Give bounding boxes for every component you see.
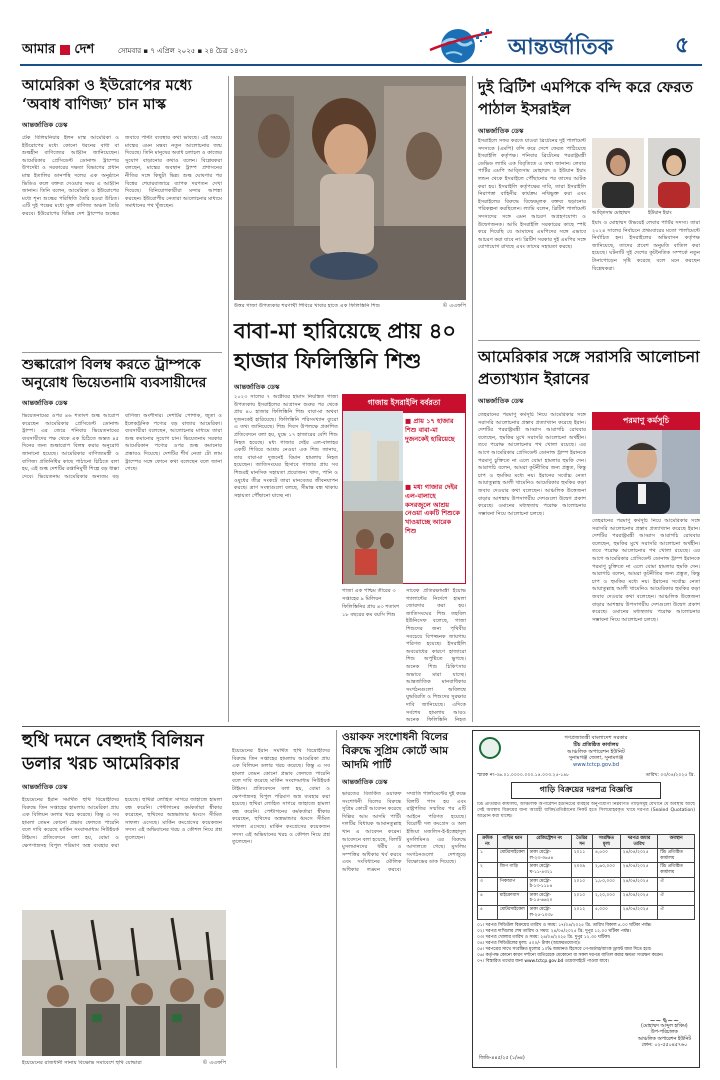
main-headline: বাবা-মা হারিয়েছে প্রায় ৪০ হাজার ফিলিস্তিনি শিশু — [234, 318, 457, 373]
table-cell: ২৪/০৪/২০২৫ — [620, 877, 658, 891]
notice-org-1: গণপ্রজাতন্ত্রী বাংলাদেশ সরকার — [564, 735, 628, 741]
article-waqf-byline: আন্তর্জাতিক ডেস্ক — [342, 778, 388, 786]
table-cell: ঢাকা মেট্রো-ঘ-১১-৪৩২১ — [527, 863, 571, 877]
table-cell: টিচ প্রতিষ্ঠিত কার্যালয় — [658, 849, 695, 863]
gaza-box-photo — [343, 411, 403, 584]
article-iran — [478, 346, 700, 722]
table-cell: ঐ — [658, 905, 695, 919]
table-cell: ৪ — [478, 891, 498, 905]
brand-right: দেশ — [74, 42, 95, 57]
mp-photo-left — [592, 138, 644, 208]
article-vietnam-byline: আন্তর্জাতিক ডেস্ক — [22, 399, 68, 407]
notice-term: ০৭। বিস্তারিত তথ্যের জন্য www.tctcp.gov.bd ওয়েবসাইটে পাওয়া যাবে। — [477, 959, 610, 965]
divider — [22, 352, 222, 353]
main-byline: আন্তর্জাতিক ডেস্ক — [234, 383, 280, 391]
table-cell: ঢাকা মেট্রো-ঠ-১৩-১১৮৪ — [527, 877, 571, 891]
gaza-box — [342, 394, 466, 584]
section-title: আন্তর্জাতিক — [508, 35, 614, 60]
table-cell: ঢাকা মেট্রো-চ-১৫-৬৬২০ — [527, 891, 571, 905]
notice-title: গাড়ি বিক্রয়ের দরপত্র বিজ্ঞপ্তি — [511, 782, 661, 799]
signature: ~~✎~~ — [649, 1016, 680, 1025]
article-uk-body-2: ইয়াং ও মোহাম্মদ উভয়েই লেবার পার্টির সদস্য। তারা ২০২৪ সালের নির্বাচনে প্রথমবারের মতো পার্লামেন্টে নির্বাচিত হন। ইসরাইলের অভিবাসন কর্তৃপক্ষ জানিয়েছে, তাদের প্রবেশ অনুমতি বাতিল করা হয়েছে। ঘটনাটি দুই দেশের কূটনৈতিক সম্পর্কে নতুন টানাপোড়েন সৃষ্টি করেছে বলে মনে করছেন বিশ্লেষকরা। — [592, 220, 700, 272]
column-rule — [336, 730, 337, 1068]
table-cell: ৫,০০০ — [593, 905, 621, 919]
notice-ref: স্মারক নং-৩৬.০১.০০০০.০০০.১৪.০০৩.২৫-১৪৮ — [477, 772, 570, 778]
table-cell: ঐ — [658, 877, 695, 891]
mp-photo-right — [648, 138, 700, 208]
table-cell: ২০১০ — [571, 891, 592, 905]
article-houthi-byline: আন্তর্জাতিক ডেস্ক — [22, 783, 68, 791]
notice-table-header-cell: অবস্থান — [658, 834, 695, 848]
gaza-box-item-2: ■ মধ্য গাজার দেইর এল-বালাহে কসরজুলে আশ্রয় নেওয়া একটি শিশুকে খাওয়াচ্ছে আরেক শিশু — [405, 483, 460, 535]
table-row — [478, 905, 695, 919]
article-vietnam-body: ভিয়েতনামের ওপর ৪৬ শতাংশ শুল্ক আরোপ করেছেন আমেরিকার প্রেসিডেন্ট ডোনাল্ড ট্রাম্প। এর জেরে শনিবার ভিয়েতনামের ব্যবসায়ীদের পক্ষ থেকে এক চিঠিতে অন্তত ৪৫ দিনের জন্য শুল্কারোপ বিলম্ব করার অনুরোধ জানানো হয়েছে। আমেরিকার বাণিজ্যমন্ত্রী ও বাণিজ্য প্রতিনিধির কাছে পাঠানো চিঠিতে বলা হয়, এই শুল্ক দেশটির রপ্তানিমুখী শিল্পে বড় ধাক্কা দেবে। ভিয়েতনাম আমেরিকার অন্যতম বড় বাণিজ্য অংশীদার। দেশটির পোশাক, জুতা ও ইলেকট্রনিক পণ্যের বড় বাজার আমেরিকা। ব্যবসায়ীরা বলেছেন, আলোচনার মাধ্যমে তারা শুল্ক কমানোর সুযোগ চান। ভিয়েতনাম সরকার আমেরিকান পণ্যের ওপর শুল্ক কমানোর প্রস্তাবও দিয়েছে। দেশটির শীর্ষ নেতা টো লাম ট্রাম্পের সঙ্গে ফোনে কথা বলেছেন বলে জানা গেছে। — [22, 413, 222, 480]
table-cell: ২,২০,০০০ — [593, 891, 621, 905]
article-uk-body: ইসরাইলে সফর করতে যাওয়া ব্রিটেনের দুই পার্লামেন্ট সদস্যকে (এমপি) বন্দি করে দেশে ফেরত পাঠিয়েছে ইসরাইলি কর্তৃপক্ষ। শনিবার ব্রিটেনের পররাষ্ট্রমন্ত্রী ডেভিড ল্যামি এক বিবৃতিতে এ তথ্য জানান। লেবার পার্টির এমপি আব্তিসাম মোহাম্মদ ও ইউয়ান ইয়াং লন্ডন থেকে ইসরাইলে পৌঁছানোর পর তাদের আটক করা হয়। ইসরাইলি কর্তৃপক্ষের দাবি, তারা ইসরাইলি নিরাপত্তা বাহিনীর কার্যক্রম নথিভুক্ত করা এবং ইসরাইলের বিরুদ্ধে বিদ্বেষমূলক বক্তব্য ছড়ানোর পরিকল্পনা করছিলেন। ল্যামি বলেন, ব্রিটিশ পার্লামেন্ট সদস্যদের সঙ্গে এমন আচরণ অগ্রহণযোগ্য ও উদ্বেগজনক। আমি ইসরাইলি সরকারের কাছে স্পষ্ট করে দিয়েছি যে আমাদের এমপিদের সঙ্গে এভাবে আচরণ করা যাবে না। ব্রিটিশ সরকার দুই এমপির সঙ্গে যোগাযোগ রাখছে এবং তাদের সহায়তা করছে। — [478, 138, 586, 251]
table-cell: ২৪/০৪/২০২৫ — [620, 891, 658, 905]
gaza-box-item-1: ■ প্রায় ১৭ হাজার শিশু বাবা-মা দুজনকেই হারিয়েছে — [405, 417, 455, 443]
notice-table-header-cell: সংরক্ষিত মূল্য — [593, 834, 621, 848]
article-waqf-body: ভারতের বিতর্কিত ওয়াকফ সংশোধনী বিলের বিরুদ্ধে সুপ্রিম কোর্টে আবেদন করেছে দিল্লির আম আদমি পার্টি। দলটির বিধায়ক আমানতুল্লাহ খান এ আবেদন করেন। আবেদনে বলা হয়েছে, বিলটি মুসলমানদের ধর্মীয় ও সম্পত্তির অধিকার খর্ব করবে এবং সংবিধানের মৌলিক অধিকার লঙ্ঘন করবে। সম্প্রতি পার্লামেন্টের দুই কক্ষে বিলটি পাস হয় এবং রাষ্ট্রপতির সম্মতির পর এটি আইনে পরিণত হয়েছে। বিরোধী দল কংগ্রেস ও অল ইন্ডিয়া মজলিস-ই-ইত্তেহাদুল মুসলিমিনও এর বিরুদ্ধে আদালতে গেছে। মুসলিম সংগঠনগুলো দেশজুড়ে বিক্ষোভের ডাক দিয়েছে। — [342, 791, 466, 873]
article-houthi-body-cont: ইয়েমেনের ইরান সমর্থিত হুথি বিদ্রোহীদের বিরুদ্ধে তিন সপ্তাহের হামলায় আমেরিকা প্রায় এক বিলিয়ন ডলার খরচ করেছে। কিন্তু এ সব হামলা তেমন কোনো প্রভাব ফেলতে পারেনি বলে দাবি করেছে মার্কিন সংবাদমাধ্যম নিউইয়র্ক টাইমস। প্রতিবেদনে বলা হয়, বোমা ও ক্ষেপণাস্ত্রসহ বিপুল পরিমাণ অস্ত্র ব্যবহার করা হয়েছে। হুথিরা লোহিত সাগরে জাহাজে হামলা বন্ধ করেনি। পেন্টাগনের কর্মকর্তারা স্বীকার করেছেন, হুথিদের অস্ত্রভান্ডার ধ্বংসে সীমিত সাফল্য এসেছে। মার্কিন কংগ্রেসের কয়েকজন সদস্য এই অভিযানের খরচ ও কৌশল নিয়ে প্রশ্ন তুলেছেন। — [232, 748, 330, 846]
notice-term: ০৬। কর্তৃপক্ষ কোনো কারণ দর্শানো ব্যতিরেকে যেকোনো বা সকল দরপত্র বাতিল করার ক্ষমতা সংরক্ষণ করেন। — [477, 953, 664, 959]
masthead-rule — [20, 64, 702, 66]
article-uk-mps — [478, 76, 700, 336]
table-cell: ৫ — [478, 905, 498, 919]
table-cell: পিকআপ — [497, 877, 527, 891]
table-cell: ৪,৫০০ — [593, 849, 621, 863]
notice-term: ০৩। দরপত্র খোলার তারিখ ও সময়: ২৪/০৪/২০২৫ খ্রি. দুপুর ১২.৩০ ঘটিকা। — [477, 935, 611, 941]
table-cell: ২৪/০৪/২০২৫ — [620, 905, 658, 919]
table-cell: ২ — [478, 863, 498, 877]
article-musk-body: টেক বিলিয়নিয়ার ইলন মাস্ক আমেরিকা ও ইউরোপের মধ্যে কোনো ধরনের বাধা বা শুল্কহীন বাণিজ্যের আহ্বান জানিয়েছেন। আমেরিকার প্রেসিডেন্ট ডোনাল্ড ট্রাম্পের উপদেষ্টা ও সরকারের দক্ষতা বিভাগের প্রধান মাস্ক ইতালির ডানপন্থি দলের এক অনুষ্ঠানে ভিডিও কলে বক্তব্য দেওয়ার সময় এ আহ্বান জানান। তিনি বলেন, আমেরিকা ও ইউরোপের মধ্যে শূন্য শুল্কের পরিস্থিতি তৈরি হওয়া উচিত। এটি দুই পক্ষের মধ্যে মুক্ত বাণিজ্য অঞ্চল তৈরি করবে। ইউরোপের বিভিন্ন দেশ ট্রাম্পের শুল্কের জবাবে পাল্টা ব্যবস্থার কথা ভাবছে। এই সময়ে মাস্কের এমন মন্তব্য নতুন আলোচনার জন্ম দিয়েছে। তিনি মানুষের অবাধ চলাচল ও কাজের সুযোগ বাড়ানোর কথাও বলেন। বিশ্লেষকরা বলছেন, মাস্কের অবস্থান ট্রাম্প প্রশাসনের নীতির সঙ্গে কিছুটা ভিন্ন। শুল্ক ঘোষণার পর বিশ্বের শেয়ারবাজারে ব্যাপক দরপতন দেখা দিয়েছে। বিনিয়োগকারীরা মন্দার আশঙ্কা করছেন। ইউরোপীয় নেতারা আলোচনার মাধ্যমে সমাধানের পথ খুঁজছেন। — [22, 135, 222, 217]
bullet-icon: ■ — [405, 417, 414, 425]
mp-photo-left-caption: আব্তিসাম মোহাম্মদ — [592, 211, 630, 216]
notice-ref-date: তারিখ: ০৩/০৪/২০২৫ খ্রি. — [645, 772, 695, 778]
notice-term: ০২। দরপত্র দাখিলের শেষ তারিখ ও সময়: ২৪/০৪/২০২৫ খ্রি. দুপুর ১২.০০ ঘটিকা পর্যন্ত। — [477, 929, 631, 935]
table-cell: ২৪/০৪/২০২৫ — [620, 849, 658, 863]
table-cell: ২০০৯ — [571, 863, 592, 877]
table-cell: ২৪/০৪/২০২৫ — [620, 863, 658, 877]
table-cell: মোটরসাইকেল — [497, 849, 527, 863]
notice-table-header-cell: ক্রমিক নং — [478, 834, 498, 848]
article-iran-byline: আন্তর্জাতিক ডেস্ক — [478, 397, 524, 405]
divider — [22, 726, 700, 727]
column-rule — [472, 76, 473, 722]
article-houthi-body: ইয়েমেনের ইরান সমর্থিত হুথি বিদ্রোহীদের বিরুদ্ধে তিন সপ্তাহের হামলায় আমেরিকা প্রায় এক বিলিয়ন ডলার খরচ করেছে। কিন্তু এ সব হামলা তেমন কোনো প্রভাব ফেলতে পারেনি বলে দাবি করেছে মার্কিন সংবাদমাধ্যম নিউইয়র্ক টাইমস। প্রতিবেদনে বলা হয়, বোমা ও ক্ষেপণাস্ত্রসহ বিপুল পরিমাণ অস্ত্র ব্যবহার করা হয়েছে। হুথিরা লোহিত সাগরে জাহাজে হামলা বন্ধ করেনি। পেন্টাগনের কর্মকর্তারা স্বীকার করেছেন, হুথিদের অস্ত্রভান্ডার ধ্বংসে সীমিত সাফল্য এসেছে। মার্কিন কংগ্রেসের কয়েকজন সদস্য এই অভিযানের খরচ ও কৌশল নিয়ে প্রশ্ন তুলেছেন। — [22, 797, 222, 849]
notice-org-4: সুনামগঞ্জ জেলা, সুনামগঞ্জ — [568, 755, 624, 762]
notice-table-header-cell: গাড়ির ধরন — [497, 834, 527, 848]
table-row — [478, 891, 695, 905]
bullet-icon: ■ — [405, 483, 414, 491]
notice-seal-icon — [479, 737, 501, 759]
notice-org-3: আঞ্চলিক অপারেশন ইউনিট — [567, 748, 625, 755]
gaza-box-caption: গাজা এক পশ্চিম তীরের ৩ সপ্তাহের ৯ মিলিয়ন ফিলিস্তিনির প্রায় ৪৩ শতাংশ ১৮ বছরের কম বয়সি শিশু — [342, 588, 400, 618]
table-cell: ঐ — [658, 891, 695, 905]
main-photo-caption: উত্তর গাজা উপত্যকার শরণার্থী শিবিরে খাবার হাতে এক ফিলিস্তিনি শিশু — [234, 303, 381, 309]
article-uk-byline: আন্তর্জাতিক ডেস্ক — [478, 127, 524, 135]
gaza-box-title: গাজায় ইসরাইলি বর্বরতা — [343, 395, 465, 413]
article-musk — [22, 76, 222, 348]
notice-website[interactable]: www.tctcp.gov.bd — [573, 762, 619, 769]
main-body-left: ২০২৩ সালের ৭ অক্টোবর হামাস নিয়ন্ত্রিত গাজা উপত্যকায় ইসরাইলের আগ্রাসন শুরুর পর থেকে প্রায় ৪০ হাজার ফিলিস্তিনি শিশু বাবা-মা অথবা দুজনকেই হারিয়েছে। ফিলিস্তিনি পরিসংখ্যান ব্যুরো এ তথ্য জানিয়েছে। শিশু দিবস উপলক্ষে প্রকাশিত প্রতিবেদনে বলা হয়, যুদ্ধে ১৭ হাজারের বেশি শিশু নিহত হয়েছে। মধ্য গাজার দেইর এল-বালাহর একটি শিবিরে আশ্রয় নেওয়া এক শিশু জানায়, তার বাবা-মা দুজনেই বিমান হামলায় নিহত হয়েছেন। জাতিসংঘের হিসাবে গাজার প্রায় সব শিশুরই মানসিক সহায়তা প্রয়োজন। খাদ্য, পানি ও ওষুধের তীব্র সংকটে তারা মানবেতর জীবনযাপন করছে। ত্রাণ সংস্থাগুলো বলছে, সীমান্ত বন্ধ থাকায় সহায়তা পৌঁছানো যাচ্ছে না। — [234, 394, 338, 499]
masthead — [0, 0, 720, 72]
tender-notice — [472, 730, 700, 1068]
table-row — [478, 877, 695, 891]
houthi-photo — [22, 910, 226, 1056]
signatory-title: উপ-পরিচালক — [650, 1030, 678, 1036]
iran-minister-photo — [592, 430, 700, 514]
signatory-phone: ফোন: ০২-৫৫০৪৫৭৬০ — [641, 1042, 688, 1048]
table-cell: মোটরসাইকেল — [497, 905, 527, 919]
table-cell: ২০১২ — [571, 905, 592, 919]
brand-square-icon — [60, 45, 70, 55]
table-cell: ঢাকা মেট্রো-ল-২৫-১০৩৮ — [527, 905, 571, 919]
mp-photo-right-caption: ইউয়ান ইয়াং — [648, 211, 672, 216]
notice-table-header-cell: দরপত্র জমার তারিখ — [620, 834, 658, 848]
article-waqf — [342, 730, 466, 1066]
notice-org-2: টিচ প্রতিষ্ঠিত কার্যালয় — [573, 741, 619, 748]
houthi-photo-caption: ইয়েমেনের রাজধানী সানায় বিক্ষোভ সমাবেশে হুথি যোদ্ধারা — [22, 1060, 142, 1066]
table-cell: টিচ প্রতিষ্ঠিত কার্যালয় — [658, 863, 695, 877]
signatory-office: আঞ্চলিক অপারেশন ইউনিট — [637, 1036, 691, 1042]
article-houthi — [22, 730, 222, 906]
article-waqf-title: ওয়াকফ সংশোধনী বিলের বিরুদ্ধে সুপ্রিম কোর্টে আম আদমি পার্টি — [342, 731, 449, 771]
article-iran-body-2: তেহরানের পরমাণু কর্মসূচি নিয়ে আমেরিকার সঙ্গে সরাসরি আলোচনার প্রস্তাব প্রত্যাখ্যান করেছে ইরান। দেশটির পররাষ্ট্রমন্ত্রী আব্বাস আরাগচি রোববার বলেছেন, হুমকির মুখে সরাসরি আলোচনা অর্থহীন। তবে পরোক্ষ আলোচনার পথ খোলা রয়েছে। এর আগে আমেরিকার প্রেসিডেন্ট ডোনাল্ড ট্রাম্প ইরানকে পরমাণু চুক্তিতে না এলে বোমা হামলার হুমকি দেন। আরাগচি বলেন, আমরা কূটনীতির জন্য প্রস্তুত, কিন্তু চাপ ও হুমকির মধ্যে নয়। ইরানের সর্বোচ্চ নেতা আয়াতুল্লাহ আলী খামেনিও আমেরিকার হুমকির কড়া জবাব দেওয়ার কথা বলেছেন। আঞ্চলিক উত্তেজনা বাড়ার আশঙ্কায় উপসাগরীয় দেশগুলো উদ্বেগ প্রকাশ করেছে। ওমানের মধ্যস্থতায় পরোক্ষ আলোচনার সম্ভাবনা নিয়ে আলোচনা চলছে। — [592, 518, 700, 623]
table-cell: ২,৬০,০০০ — [593, 863, 621, 877]
notice-terms — [477, 923, 695, 965]
article-houthi-title: হুথি দমনে বেহুদাই বিলিয়ন ডলার খরচ আমেরিকার — [22, 731, 204, 774]
notice-table-header — [478, 834, 695, 848]
nuclear-badge: পরমাণু কর্মসূচি — [592, 412, 700, 431]
table-cell: ২০১০ — [571, 877, 592, 891]
divider — [478, 340, 700, 341]
notice-table-header-cell: রেজিস্ট্রেশন নং — [527, 834, 571, 848]
signatory-name: (মোহাম্মদ আব্দুল হাকিম) — [641, 1024, 688, 1030]
notice-table — [477, 834, 695, 920]
article-musk-title: আমেরিকা ও ইউরোপের মধ্যে ‘অবাধ বাণিজ্য’ চান মাস্ক — [22, 77, 192, 113]
main-photo-credit: © এএফপি — [442, 303, 466, 309]
table-cell: ১,৮০,০০০ — [593, 877, 621, 891]
table-cell: মাইক্রোবাস — [497, 891, 527, 905]
main-body-right: সাবেক প্রতিরক্ষামন্ত্রী ইয়োভ গ্যালান্টের নির্দেশে হামলা জোরদার করা হয়। জাতিসংঘের শিশু তহবিল ইউনিসেফ বলেছে, গাজা শিশুদের জন্য পৃথিবীর সবচেয়ে বিপজ্জনক জায়গায় পরিণত হয়েছে। ইসরাইলি অবরোধের কারণে হাজারো শিশু অপুষ্টিতে ভুগছে। অনেক শিশু চিকিৎসার অভাবে মারা যাচ্ছে। আন্তর্জাতিক মানবাধিকার সংগঠনগুলো অবিলম্বে যুদ্ধবিরতি ও শিশুদের সুরক্ষার দাবি জানিয়েছে। এদিকে সর্বশেষ হামলায় আরও অনেক ফিলিস্তিনি নিহত — [406, 588, 466, 722]
table-cell: ৩ — [478, 877, 498, 891]
main-photo — [234, 76, 466, 300]
article-vietnam — [22, 356, 222, 722]
column-rule — [228, 76, 229, 722]
brand-left: আমার — [22, 42, 56, 57]
article-iran-body: তেহরানের পরমাণু কর্মসূচি নিয়ে আমেরিকার সঙ্গে সরাসরি আলোচনার প্রস্তাব প্রত্যাখ্যান করেছে ইরান। দেশটির পররাষ্ট্রমন্ত্রী আব্বাস আরাগচি রোববার বলেছেন, হুমকির মুখে সরাসরি আলোচনা অর্থহীন। তবে পরোক্ষ আলোচনার পথ খোলা রয়েছে। এর আগে আমেরিকার প্রেসিডেন্ট ডোনাল্ড ট্রাম্প ইরানকে পরমাণু চুক্তিতে না এলে বোমা হামলার হুমকি দেন। আরাগচি বলেন, আমরা কূটনীতির জন্য প্রস্তুত, কিন্তু চাপ ও হুমকির মধ্যে নয়। ইরানের সর্বোচ্চ নেতা আয়াতুল্লাহ আলী খামেনিও আমেরিকার হুমকির কড়া জবাব দেওয়ার কথা বলেছেন। আঞ্চলিক উত্তেজনা বাড়ার আশঙ্কায় উপসাগরীয় দেশগুলো উদ্বেগ প্রকাশ করেছে। ওমানের মধ্যস্থতায় পরোক্ষ আলোচনার সম্ভাবনা নিয়ে আলোচনা চলছে। — [478, 412, 586, 517]
table-cell: ২০১১ — [571, 849, 592, 863]
table-cell: ঢাকা মেট্রো-ল-২৩-৩৬৫৪ — [527, 849, 571, 863]
notice-term: ০৫। দরপত্রের সাথে সংরক্ষিত মূল্যের ১০% জামানত হিসেবে পে-অর্ডার/ব্যাংক ড্রাফট জমা দিতে হবে। — [477, 947, 652, 953]
notice-footer-code: জিডি-৪৪৫/২৫ (১/৬৪) — [479, 1056, 525, 1061]
table-cell: ১ — [478, 849, 498, 863]
table-cell: জিপ গাড়ি — [497, 863, 527, 877]
houthi-photo-credit: © এএফপি — [202, 1060, 226, 1066]
article-uk-title: দুই ব্রিটিশ এমপিকে বন্দি করে ফেরত পাঠাল ইসরাইল — [478, 78, 693, 118]
issue-date: সোমবার ▪ ৭ এপ্রিল ২০২৫ ▪ ২৪ চৈত্র ১৪৩১ — [118, 47, 248, 55]
article-iran-title: আমেরিকার সঙ্গে সরাসরি আলোচনা প্রত্যাখ্যান ইরানের — [478, 347, 700, 388]
notice-intro: টিচ প্রতিষ্ঠিত কার্যালয়, আঞ্চলিক অপারেশন ইউনিটের ব্যবহার অনুপযোগী নিম্নবর্ণিত গাড়িসমূহ যেখানে যে অবস্থায় আছে সেই অবস্থায় বিক্রয়ের জন্য আগ্রহী ব্যক্তি/প্রতিষ্ঠানের নিকট হতে সিলমোহরকৃত খামে দরপত্র (Sealed Quotation) আহ্বান করা যাচ্ছে। — [477, 801, 695, 819]
article-vietnam-title: শুল্কারোপ বিলম্ব করতে ট্রাম্পকে অনুরোধ ভিয়েতনামি ব্যবসায়ীদের — [22, 357, 207, 391]
notice-term: ০১। দরপত্র সিডিউল বিক্রয়ের তারিখ ও সময়: ১৭/০৪/২০২৫ খ্রি. তারিখ বিকাল ৪.০০ ঘটিকা পর্যন্ত। — [477, 923, 652, 929]
notice-table-header-cell: তৈরির সন — [571, 834, 592, 848]
globe-icon — [428, 22, 494, 68]
table-row — [478, 849, 695, 863]
notice-term: ০৪। দরপত্র সিডিউলের মূল্য: ৫০০/- টাকা (অফেরতযোগ্য)। — [477, 941, 581, 947]
table-row — [478, 863, 695, 877]
brand-logo — [22, 40, 94, 61]
page-number: ৫ — [675, 33, 690, 58]
article-musk-byline: আন্তর্জাতিক ডেস্ক — [22, 121, 68, 129]
